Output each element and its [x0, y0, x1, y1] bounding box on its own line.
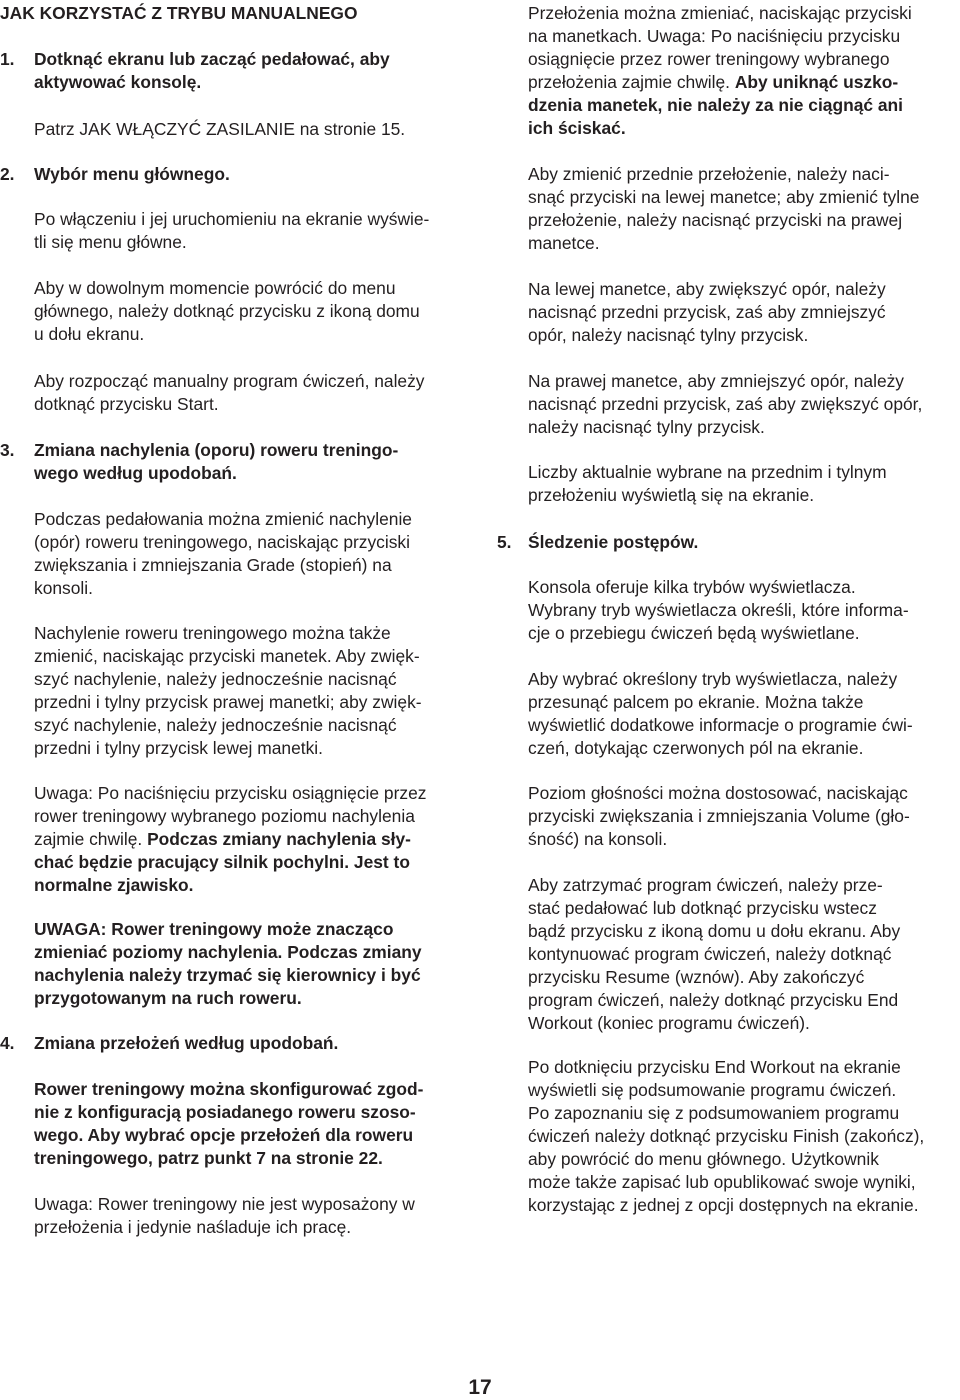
gears-paragraph-3: Na lewej manetce, aby zwiększyć opór, należy nacisnąć przedni przycisk, zaś aby zmniejszyć opór, należy nacisnąć tylny przycisk. [528, 279, 886, 345]
step-3-number: 3. [0, 440, 15, 460]
step-5-title: Śledzenie postępów. [528, 532, 699, 552]
step-5-paragraph-5: Po dotknięciu przycisku End Workout na ekranie wyświetli się podsumowanie programu ćwiczeń. Po zapoznaniu się z podsumowaniem programu ćwiczeń należy dotknąć przycisku Finish (zakończ), aby powrócić do menu głównego. Użytkownik może także zapisać lub opublikować swoje wyniki, korzystając z jednej z opcji dostępnych na ekranie. [528, 1057, 925, 1215]
step-5-paragraph-4: Aby zatrzymać program ćwiczeń, należy prze- stać pedałować lub dotknąć przycisku wstecz bądź przycisku z ikoną domu u dołu ekranu. Aby kontynuować program ćwiczeń, należy dotknąć przycisku Resume (wznów). Aby zakończyć program ćwiczeń, należy dotknąć przycisku End Workout (koniec programu ćwiczeń). [528, 875, 901, 1033]
gears-paragraph-1: Przełożenia można zmieniać, naciskając przyciski na manetkach. Uwaga: Po naciśnięciu przycisku osiągnięcie przez rower treningowy wybranego przełożenia zajmie chwilę. Aby uniknąć uszko- dzenia manetek, nie należy za nie ciągnąć ani ich ściskać. [528, 3, 912, 138]
gears-paragraph-4: Na prawej manetce, aby zmniejszyć opór, należy nacisnąć przedni przycisk, zaś aby zwiększyć opór, należy nacisnąć tylny przycisk. [528, 371, 923, 437]
section-heading: JAK KORZYSTAĆ Z TRYBU MANUALNEGO [0, 3, 358, 23]
step-2-title: Wybór menu głównego. [34, 164, 230, 184]
step-3-warning: UWAGA: Rower treningowy może znacząco zmieniać poziomy nachylenia. Podczas zmiany nachylenia należy trzymać się kierownicy i być przygotowanym na ruch roweru. [34, 919, 422, 1008]
step-5-number: 5. [497, 532, 512, 552]
step-2-paragraph-3: Aby rozpocząć manualny program ćwiczeń, należy dotknąć przycisku Start. [34, 371, 425, 414]
step-3-paragraph-1: Podczas pedałowania można zmienić nachylenie (opór) roweru treningowego, naciskając przyciski zwiększania i zmniejszania Grade (stopień) na konsoli. [34, 509, 412, 598]
step-4-note: Uwaga: Rower treningowy nie jest wyposażony w przełożenia i jedynie naśladuje ich pracę. [34, 1194, 415, 1237]
step-3-note: Uwaga: Po naciśnięciu przycisku osiągnięcie przez rower treningowy wybranego poziomu nachylenia zajmie chwilę. Podczas zmiany nachylenia sły- chać będzie pracujący silnik pochylni. Jest to normalne zjawisko. [34, 783, 427, 895]
step-2-paragraph-1: Po włączeniu i jej uruchomieniu na ekranie wyświe- tli się menu główne. [34, 209, 430, 252]
step-4-number: 4. [0, 1033, 15, 1053]
step-3-title: Zmiana nachylenia (oporu) roweru treningo- wego według upodobań. [34, 440, 399, 483]
step-4-title: Zmiana przełożeń według upodobań. [34, 1033, 339, 1053]
step-1-number: 1. [0, 49, 15, 69]
step-3-paragraph-2: Nachylenie roweru treningowego można także zmienić, naciskając przyciski manetek. Aby zwięk- szyć nachylenie, należy jednocześnie nacisnąć przedni i tylny przycisk prawej manetki; aby zwięk- szyć nachylenie, należy jednocześnie nacisnąć przedni i tylny przycisk lewej manetki. [34, 623, 422, 758]
step-2-number: 2. [0, 164, 15, 184]
step-4-paragraph-1: Rower treningowy można skonfigurować zgod- nie z konfiguracją posiadanego roweru szoso- wego. Aby wybrać opcje przełożeń dla roweru treningowego, patrz punkt 7 na stronie 22. [34, 1079, 424, 1168]
step-1-reference: Patrz JAK WŁĄCZYĆ ZASILANIE na stronie 15. [34, 119, 406, 139]
step-5-paragraph-3: Poziom głośności można dostosować, naciskając przyciski zwiększania i zmniejszania Volume (gło- śność) na konsoli. [528, 783, 910, 849]
gears-paragraph-5: Liczby aktualnie wybrane na przednim i tylnym przełożeniu wyświetlą się na ekranie. [528, 462, 887, 505]
page-number: 17 [468, 1376, 492, 1399]
step-1-title: Dotknąć ekranu lub zacząć pedałować, aby aktywować konsolę. [34, 49, 390, 92]
gears-paragraph-2: Aby zmienić przednie przełożenie, należy naci- snąć przyciski na lewej manetce; aby zmienić tylne przełożenie, należy nacisnąć przyciski na prawej manetce. [528, 164, 920, 253]
step-2-paragraph-2: Aby w dowolnym momencie powrócić do menu głównego, należy dotknąć przycisku z ikoną domu u dołu ekranu. [34, 278, 420, 344]
step-5-paragraph-1: Konsola oferuje kilka trybów wyświetlacza. Wybrany tryb wyświetlacza określi, które informa- cje o przebiegu ćwiczeń będą wyświetlane. [528, 577, 909, 643]
step-5-paragraph-2: Aby wybrać określony tryb wyświetlacza, należy przesunąć palcem po ekranie. Można także wyświetlić dodatkowe informacje o programie ćwi- czeń, dotykając czerwonych pól na ekranie. [528, 669, 913, 758]
